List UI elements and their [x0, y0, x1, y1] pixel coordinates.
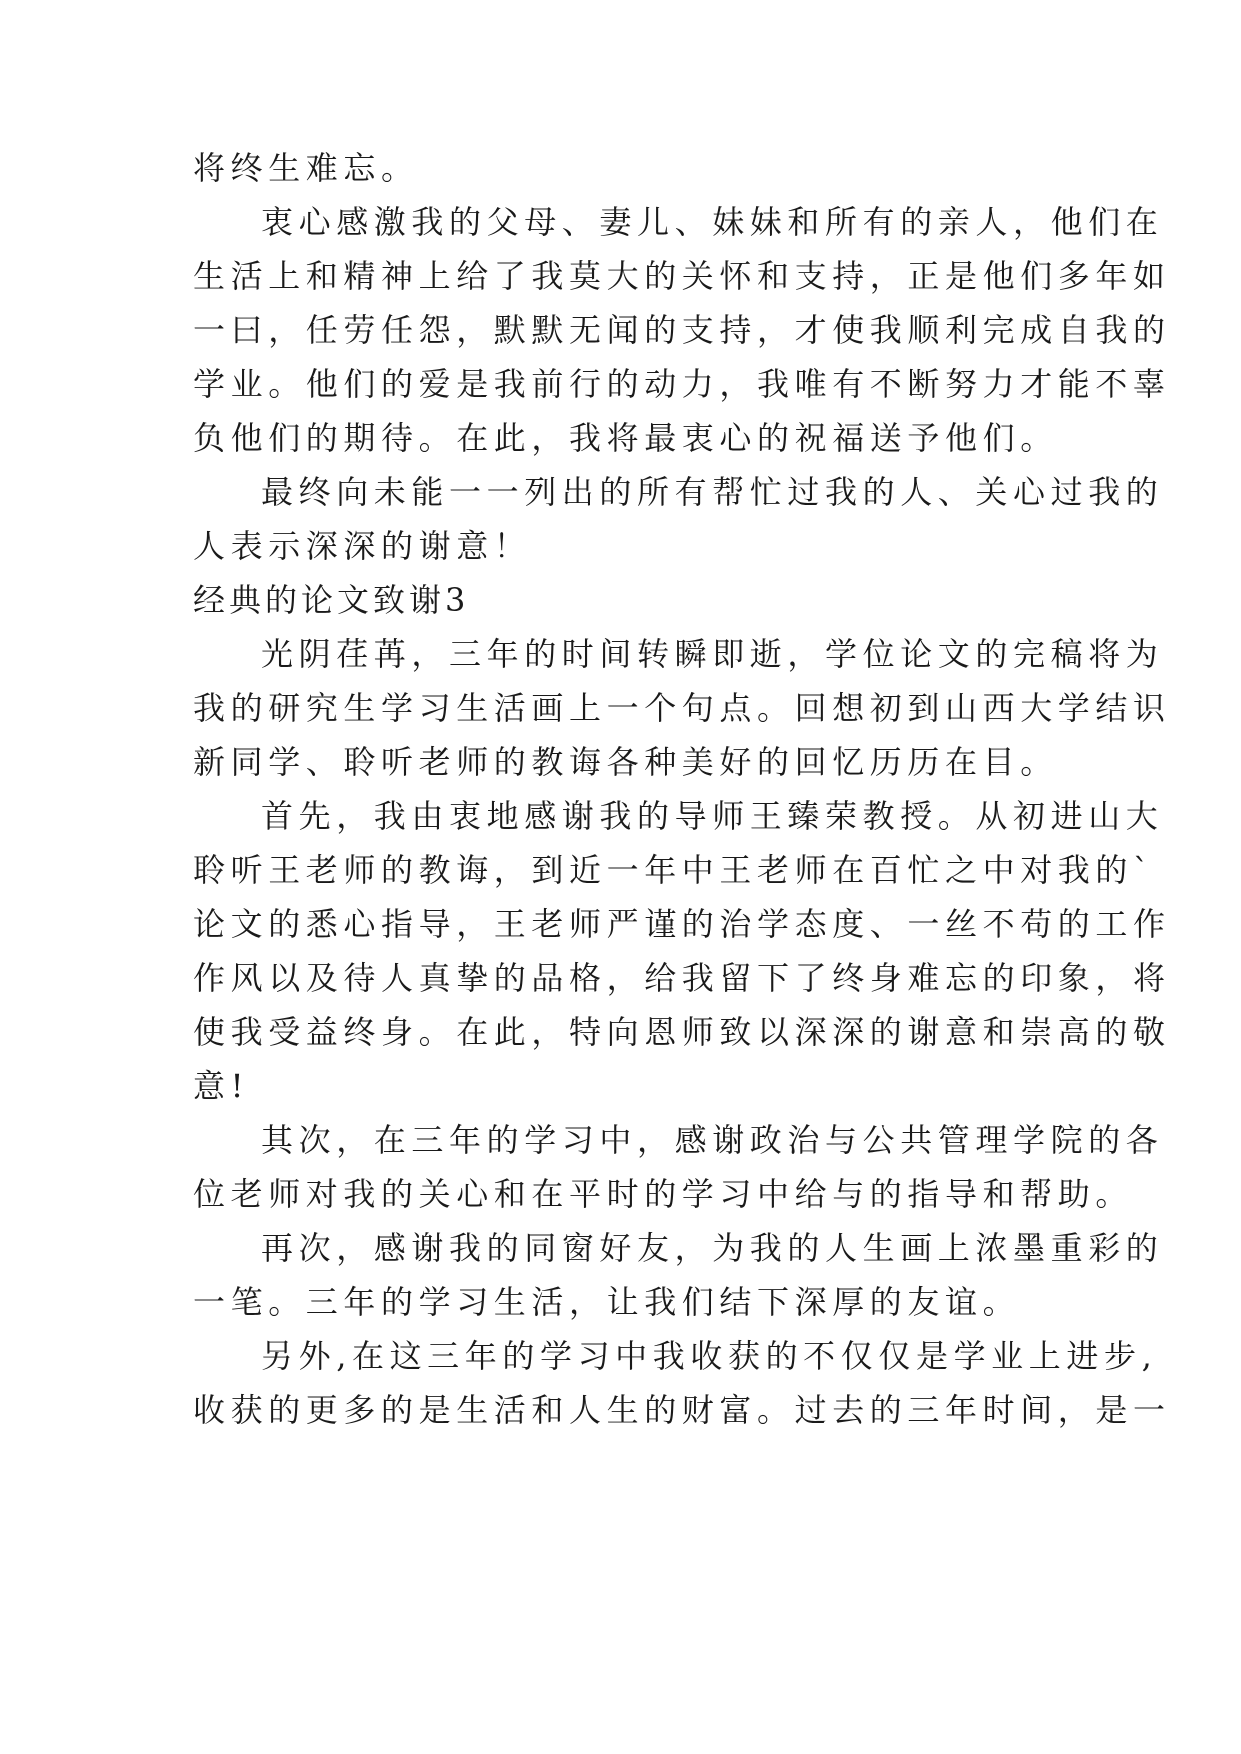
text-line: 我的研究生学习生活画上一个句点。回想初到山西大学结识 — [193, 689, 1171, 727]
text-line: 位老师对我的关心和在平时的学习中给与的指导和帮助。 — [193, 1175, 1134, 1213]
text-line: 聆听王老师的教诲，到近一年中王老师在百忙之中对我的` — [193, 851, 1155, 889]
section-heading: 经典的论文致谢3 — [193, 581, 470, 619]
text-line: 新同学、聆听老师的教诲各种美好的回忆历历在目。 — [193, 743, 1058, 781]
paragraph-first-line: 再次，感谢我的同窗好友，为我的人生画上浓墨重彩的 — [261, 1229, 1164, 1267]
text-line: 人表示深深的谢意！ — [193, 527, 532, 565]
text-line: 生活上和精神上给了我莫大的关怀和支持，正是他们多年如 — [193, 257, 1171, 295]
text-line: 意! — [193, 1067, 250, 1105]
paragraph-first-line: 其次，在三年的学习中，感谢政治与公共管理学院的各 — [261, 1121, 1164, 1159]
text-line: 论文的悉心指导，王老师严谨的治学态度、一丝不苟的工作 — [193, 905, 1171, 943]
paragraph-first-line: 光阴荏苒，三年的时间转瞬即逝，学位论文的完稿将为 — [261, 635, 1164, 673]
text-line: 将终生难忘。 — [193, 149, 419, 187]
text-line: 使我受益终身。在此，特向恩师致以深深的谢意和崇高的敬 — [193, 1013, 1171, 1051]
paragraph-first-line: 另外,在这三年的学习中我收获的不仅仅是学业上进步, — [261, 1337, 1158, 1375]
text-line: 学业。他们的爱是我前行的动力，我唯有不断努力才能不辜 — [193, 365, 1171, 403]
text-line: 一曰，任劳任怨，默默无闻的支持，才使我顺利完成自我的 — [193, 311, 1171, 349]
text-line: 作风以及待人真挚的品格，给我留下了终身难忘的印象，将 — [193, 959, 1171, 997]
paragraph-first-line: 最终向未能一一列出的所有帮忙过我的人、关心过我的 — [261, 473, 1164, 511]
text-line: 收获的更多的是生活和人生的财富。过去的三年时间，是一 — [193, 1391, 1171, 1429]
text-line: 一笔。三年的学习生活，让我们结下深厚的友谊。 — [193, 1283, 1021, 1321]
paragraph-first-line: 衷心感激我的父母、妻儿、妹妹和所有的亲人，他们在 — [261, 203, 1164, 241]
paragraph-first-line: 首先，我由衷地感谢我的导师王臻荣教授。从初进山大 — [261, 797, 1164, 835]
text-line: 负他们的期待。在此，我将最衷心的祝福送予他们。 — [193, 419, 1058, 457]
